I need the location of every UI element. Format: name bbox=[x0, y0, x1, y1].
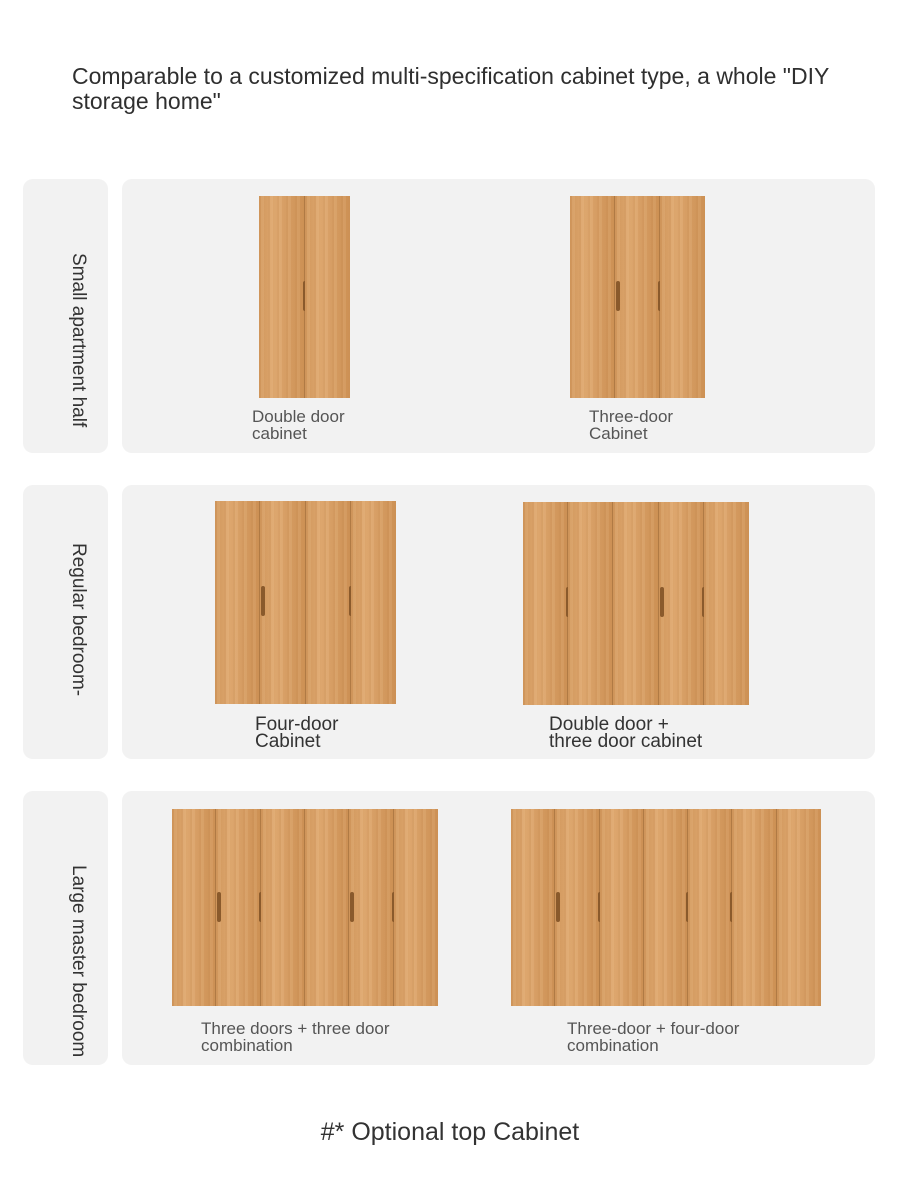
cabinet-door bbox=[704, 502, 749, 705]
caption-double-plus-three-door-cabinet: Double door + three door cabinet bbox=[549, 714, 703, 752]
four-door-cabinet-image bbox=[215, 501, 396, 704]
cabinet-door bbox=[394, 809, 438, 1006]
cabinet-door bbox=[555, 809, 599, 1006]
cabinet-door bbox=[349, 809, 393, 1006]
cabinet-door bbox=[688, 809, 732, 1006]
row-panel-small-apartment bbox=[122, 179, 875, 453]
cabinet-door bbox=[306, 501, 351, 704]
caption-three-door-cabinet: Three-door Cabinet bbox=[589, 407, 674, 443]
cabinet-door bbox=[351, 501, 396, 704]
row-label-small-apartment: Small apartment half bbox=[67, 253, 89, 428]
door-handle bbox=[350, 892, 354, 922]
caption-four-door-cabinet: Four-door Cabinet bbox=[255, 714, 339, 752]
cabinet-door bbox=[523, 502, 568, 705]
three-plus-three-door-cabinet-image bbox=[172, 809, 438, 1006]
caption-three-plus-three-door-combination: Three doors + three door combination bbox=[201, 1019, 390, 1055]
double-door-cabinet-image bbox=[259, 196, 350, 398]
double-plus-three-door-cabinet-image bbox=[523, 502, 749, 705]
caption-double-door-cabinet: Double door cabinet bbox=[252, 407, 345, 443]
three-plus-four-door-cabinet-image bbox=[511, 809, 821, 1006]
cabinet-door bbox=[732, 809, 776, 1006]
door-handle bbox=[261, 586, 265, 616]
cabinet-door bbox=[600, 809, 644, 1006]
cabinet-door bbox=[260, 501, 305, 704]
cabinet-door bbox=[216, 809, 260, 1006]
cabinet-door bbox=[660, 196, 705, 398]
cabinet-door bbox=[613, 502, 658, 705]
row-panel-regular-bedroom bbox=[122, 485, 875, 759]
page-headline: Comparable to a customized multi-specification cabinet type, a whole "DIY storage home" bbox=[72, 63, 829, 114]
door-handle bbox=[556, 892, 560, 922]
caption-three-plus-four-door-combination: Three-door + four-door combination bbox=[567, 1019, 740, 1055]
cabinet-door bbox=[570, 196, 615, 398]
cabinet-door bbox=[261, 809, 305, 1006]
row-panel-large-master-bedroom bbox=[122, 791, 875, 1065]
row-label-regular-bedroom: Regular bedroom- bbox=[67, 543, 89, 697]
door-handle bbox=[616, 281, 620, 311]
row-label-large-master-bedroom: Large master bedroom bbox=[67, 865, 89, 1058]
door-handle bbox=[217, 892, 221, 922]
row-label-box-regular-bedroom bbox=[23, 485, 108, 759]
cabinet-door bbox=[511, 809, 555, 1006]
cabinet-door bbox=[659, 502, 704, 705]
cabinet-door bbox=[644, 809, 688, 1006]
cabinet-door bbox=[215, 501, 260, 704]
row-label-box-large-master-bedroom bbox=[23, 791, 108, 1065]
row-label-box-small-apartment bbox=[23, 179, 108, 453]
three-door-cabinet-image bbox=[570, 196, 705, 398]
cabinet-door bbox=[568, 502, 613, 705]
door-handle bbox=[660, 587, 664, 617]
cabinet-door bbox=[259, 196, 305, 398]
cabinet-door bbox=[777, 809, 821, 1006]
footer-note: #* Optional top Cabinet bbox=[320, 1118, 580, 1146]
cabinet-door bbox=[615, 196, 660, 398]
cabinet-door bbox=[305, 196, 351, 398]
cabinet-door bbox=[172, 809, 216, 1006]
cabinet-door bbox=[305, 809, 349, 1006]
